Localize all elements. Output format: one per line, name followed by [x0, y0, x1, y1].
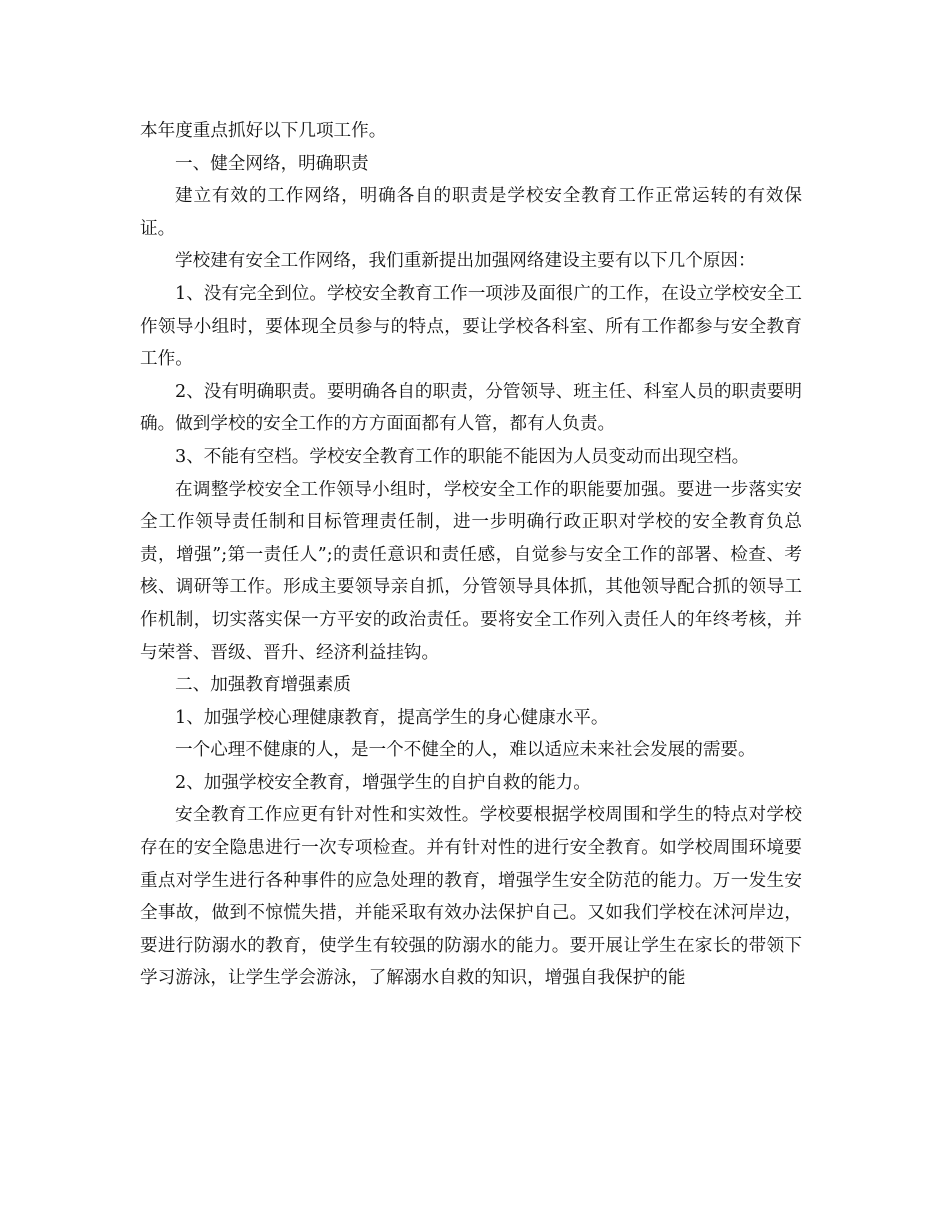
document-page — [140, 115, 802, 995]
section-heading-network: 一、健全网络，明确职责 — [175, 153, 369, 174]
list-item-reason-1: 1、没有完全到位。学校安全教育工作一项涉及面很广的工作，在设立学校安全工作领导小组时，要体现全员参与的特点，要让学校各科室、所有工作都参与安全教育工作。 — [140, 283, 802, 370]
paragraph-mental-health: 一个心理不健康的人，是一个不健全的人，难以适应未来社会发展的需要。 — [175, 740, 756, 761]
list-item-reason-3: 3、不能有空档。学校安全教育工作的职能不能因为人员变动而出现空档。 — [175, 446, 750, 467]
paragraph-intro: 本年度重点抓好以下几项工作。 — [140, 121, 387, 141]
list-item-reason-2: 2、没有明确职责。要明确各自的职责，分管领导、班主任、科室人员的职责要明确。做到学校的安全工作的方方面面都有人管，都有人负责。 — [140, 381, 802, 435]
paragraph-responsibility: 在调整学校安全工作领导小组时，学校安全工作的职能要加强。要进一步落实安全工作领导责任制和目标管理责任制，进一步明确行政正职对学校的安全教育负总责，增强”;第一责任人”;的责任意识和责任感，自觉参与安全工作的部署、检查、考核、调研等工作。形成主要领导亲自抓，分管领导具体抓，其他领导配合抓的领导工作机制，切实落实保一方平安的政治责任。要将安全工作列入责任人的年终考核，并与荣誉、晋级、晋升、经济利益挂钩。 — [140, 479, 802, 663]
paragraph-safety-education: 安全教育工作应更有针对性和实效性。学校要根据学校周围和学生的特点对学校存在的安全隐患进行一次专项检查。并有针对性的进行安全教育。如学校周围环境要重点对学生进行各种事件的应急处理的教育，增强学生安全防范的能力。万一发生安全事故，做到不惊慌失措，并能采取有效办法保护自己。又如我们学校在沭河岸边，要进行防溺水的教育，使学生有较强的防溺水的能力。要开展让学生在家长的带领下学习游泳，让学生学会游泳，了解溺水自救的知识，增强自我保护的能 — [140, 805, 802, 989]
list-item-education-1: 1、加强学校心理健康教育，提高学生的身心健康水平。 — [175, 707, 609, 728]
section-heading-education: 二、加强教育增强素质 — [175, 675, 351, 696]
paragraph-network-purpose: 建立有效的工作网络，明确各自的职责是学校安全教育工作正常运转的有效保证。 — [140, 186, 802, 239]
paragraph-network-reasons: 学校建有安全工作网络，我们重新提出加强网络建设主要有以下几个原因： — [175, 251, 756, 272]
list-item-education-2: 2、加强学校安全教育，增强学生的自护自救的能力。 — [175, 772, 591, 793]
